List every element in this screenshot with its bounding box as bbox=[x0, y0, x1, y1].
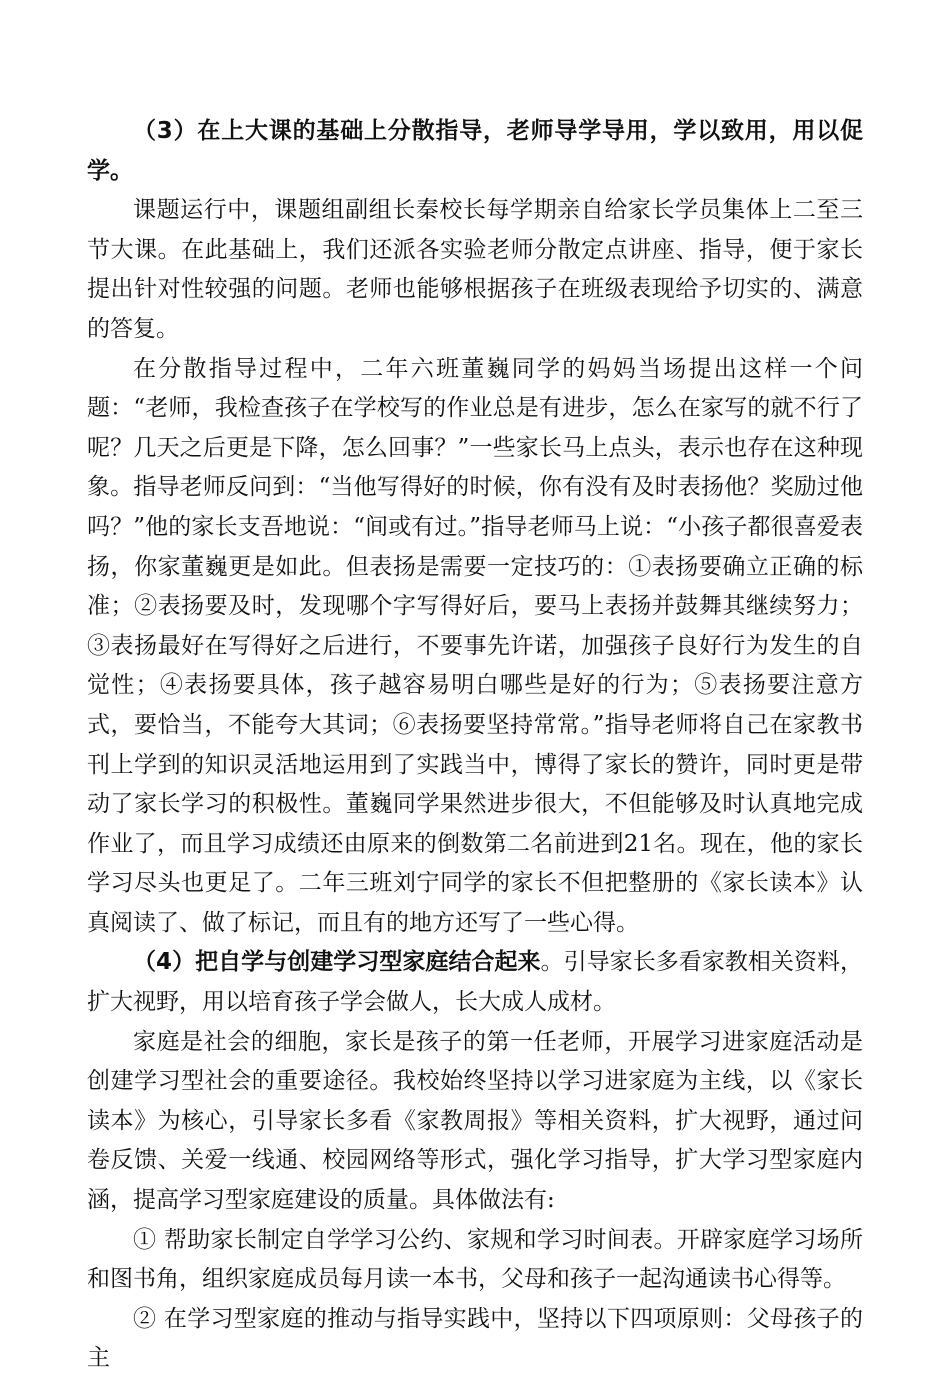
list-item-2: ② 在学习型家庭的推动与指导实践中，坚持以下四项原则：父母孩子的主 bbox=[87, 1305, 863, 1372]
section-heading-3: （3）在上大课的基础上分散指导，老师导学导用，学以致用，用以促学。 bbox=[87, 118, 863, 184]
paragraph-lecture-intro: 课题运行中，课题组副组长秦校长每学期亲自给家长学员集体上二至三节大课。在此基础上，我们还派各实验老师分散定点讲座、指导，便于家长提出针对性较强的问题。老师也能够根据孩子在班级表现给予切实的、满意的答复。 bbox=[87, 197, 863, 342]
paragraph-guidance-example: 在分散指导过程中，二年六班董巍同学的妈妈当场提出这样一个问题：“老师，我检查孩子在学校写的作业总是有进步，怎么在家写的就不行了呢？几天之后更是下降，怎么回事？”一些家长马上点头，表示也存在这种现象。指导老师反问到：“当他写得好的时候，你有没有及时表扬他？奖励过他吗？”他的家长支吾地说：“间或有过。”指导老师马上说：“小孩子都很喜爱表扬，你家董巍更是如此。但表扬是需要一定技巧的：①表扬要确立正确的标准；②表扬要及时，发现哪个字写得好后，要马上表扬并鼓舞其继续努力；③表扬最好在写得好之后进行，不要事先许诺，加强孩子良好行为发生的自觉性；④表扬要具体，孩子越容易明白哪些是好的行为；⑤表扬要注意方式，要恰当，不能夸大其词；⑥表扬要坚持常常。”指导老师将自己在家教书刊上学到的知识灵活地运用到了实践当中，博得了家长的赞许，同时更是带动了家长学习的积极性。董巍同学果然进步很大，不但能够及时认真地完成作业了，而且学习成绩还由原来的倒数第二名前进到21名。现在，他的家长学习尽头也更足了。二年三班刘宁同学的家长不但把整册的《家长读本》认真阅读了、做了标记，而且有的地方还写了一些心得。 bbox=[87, 355, 863, 936]
paragraph-learning-family: 家庭是社会的细胞，家长是孩子的第一任老师，开展学习进家庭活动是创建学习型社会的重要途径。我校始终坚持以学习进家庭为主线，以《家长读本》为核心，引导家长多看《家教周报》等相关资料，扩大视野，通过问卷反馈、关爱一线通、校园网络等形式，强化学习指导，扩大学习型家庭内涵，提高学习型家庭建设的质量。具体做法有: bbox=[87, 1028, 863, 1214]
document-body bbox=[87, 112, 863, 1379]
list-item-1: ① 帮助家长制定自学学习公约、家规和学习时间表。开辟家庭学习场所和图书角，组织家庭成员每月读一本书，父母和孩子一起沟通读书心得等。 bbox=[87, 1226, 863, 1293]
section-heading-4-title: （4）把自学与创建学习型家庭结合起来 bbox=[133, 949, 541, 976]
section-heading-4 bbox=[87, 943, 863, 1022]
section-heading-4-text: 。引导家长多看家教相关资料，扩大视野，用以培育孩子学会做人，长大成人成材。 bbox=[87, 949, 863, 1016]
